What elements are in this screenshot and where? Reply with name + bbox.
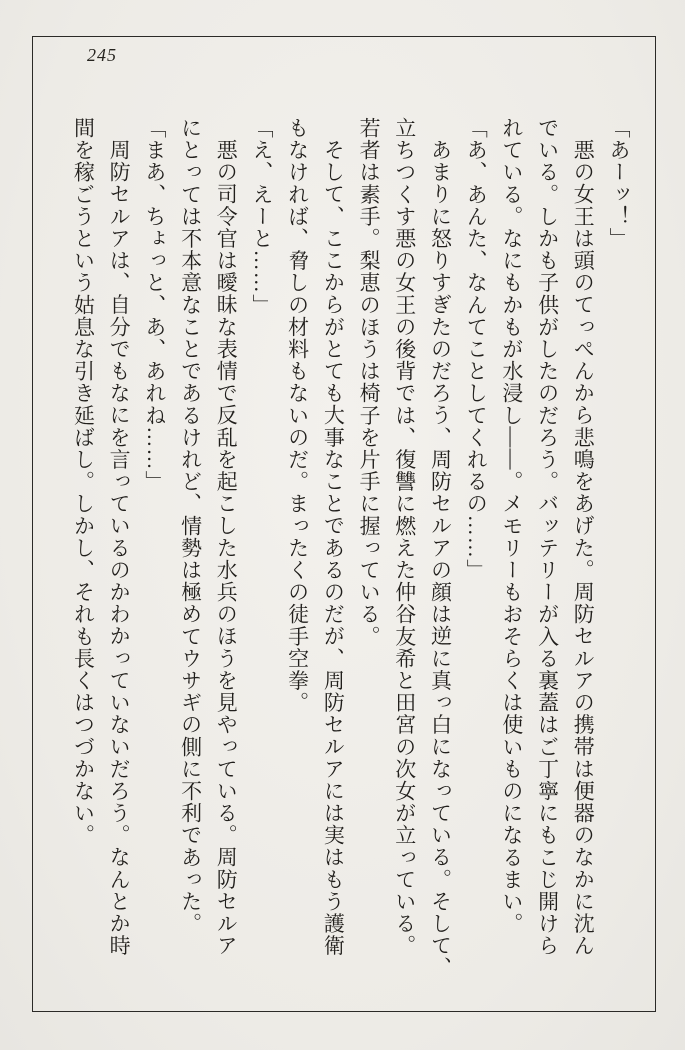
text-line: 若者は素手。梨恵のほうは椅子を片手に握っている。: [357, 117, 382, 648]
text-line: あまりに怒りすぎたのだろう、周防セルアの顔は逆に真っ白になっている。そして、: [428, 139, 453, 979]
page-border: [32, 36, 656, 1012]
text-line: もなければ、脅しの材料もないのだ。まったくの徒手空拳。: [285, 117, 310, 714]
text-line: にとっては不本意なことであるけれど、情勢は極めてウサギの側に不利であった。: [178, 117, 203, 935]
text-line: 周防セルアは、自分でもなにを言っているのかわかっていないだろう。なんとか時: [107, 139, 132, 957]
text-line: れている。なにもかもが水浸し――。メモリーもおそらくは使いものになるまい。: [499, 117, 524, 935]
text-line: そして、ここからがとても大事なことであるのだが、周防セルアには実はもう護衛: [321, 139, 346, 957]
text-line: 「あ、あんた、なんてことしてくれるの……」: [464, 117, 489, 582]
text-line: 間を稼ごうという姑息な引き延ばし。しかし、それも長くはつづかない。: [71, 117, 96, 847]
text-line: 悪の司令官は曖昧な表情で反乱を起こした水兵のほうを見やっている。周防セルア: [214, 139, 239, 957]
text-line: でいる。しかも子供がしたのだろう。バッテリーが入る裏蓋はご丁寧にもこじ開けら: [535, 117, 560, 957]
text-line: 「まあ、ちょっと、あ、あれね……」: [142, 117, 167, 493]
page-text: [62, 117, 636, 1001]
text-line: 悪の女王は頭のてっぺんから悲鳴をあげた。周防セルアの携帯は便器のなかに沈ん: [571, 139, 596, 957]
text-line: 「え、えーと……」: [249, 117, 274, 316]
text-line: 「あーッ！」: [607, 117, 631, 250]
text-line: 立ちつくす悪の女王の後背では、復讐に燃えた仲谷友希と田宮の次女が立っている。: [392, 117, 417, 957]
page-number: 245: [87, 45, 117, 65]
